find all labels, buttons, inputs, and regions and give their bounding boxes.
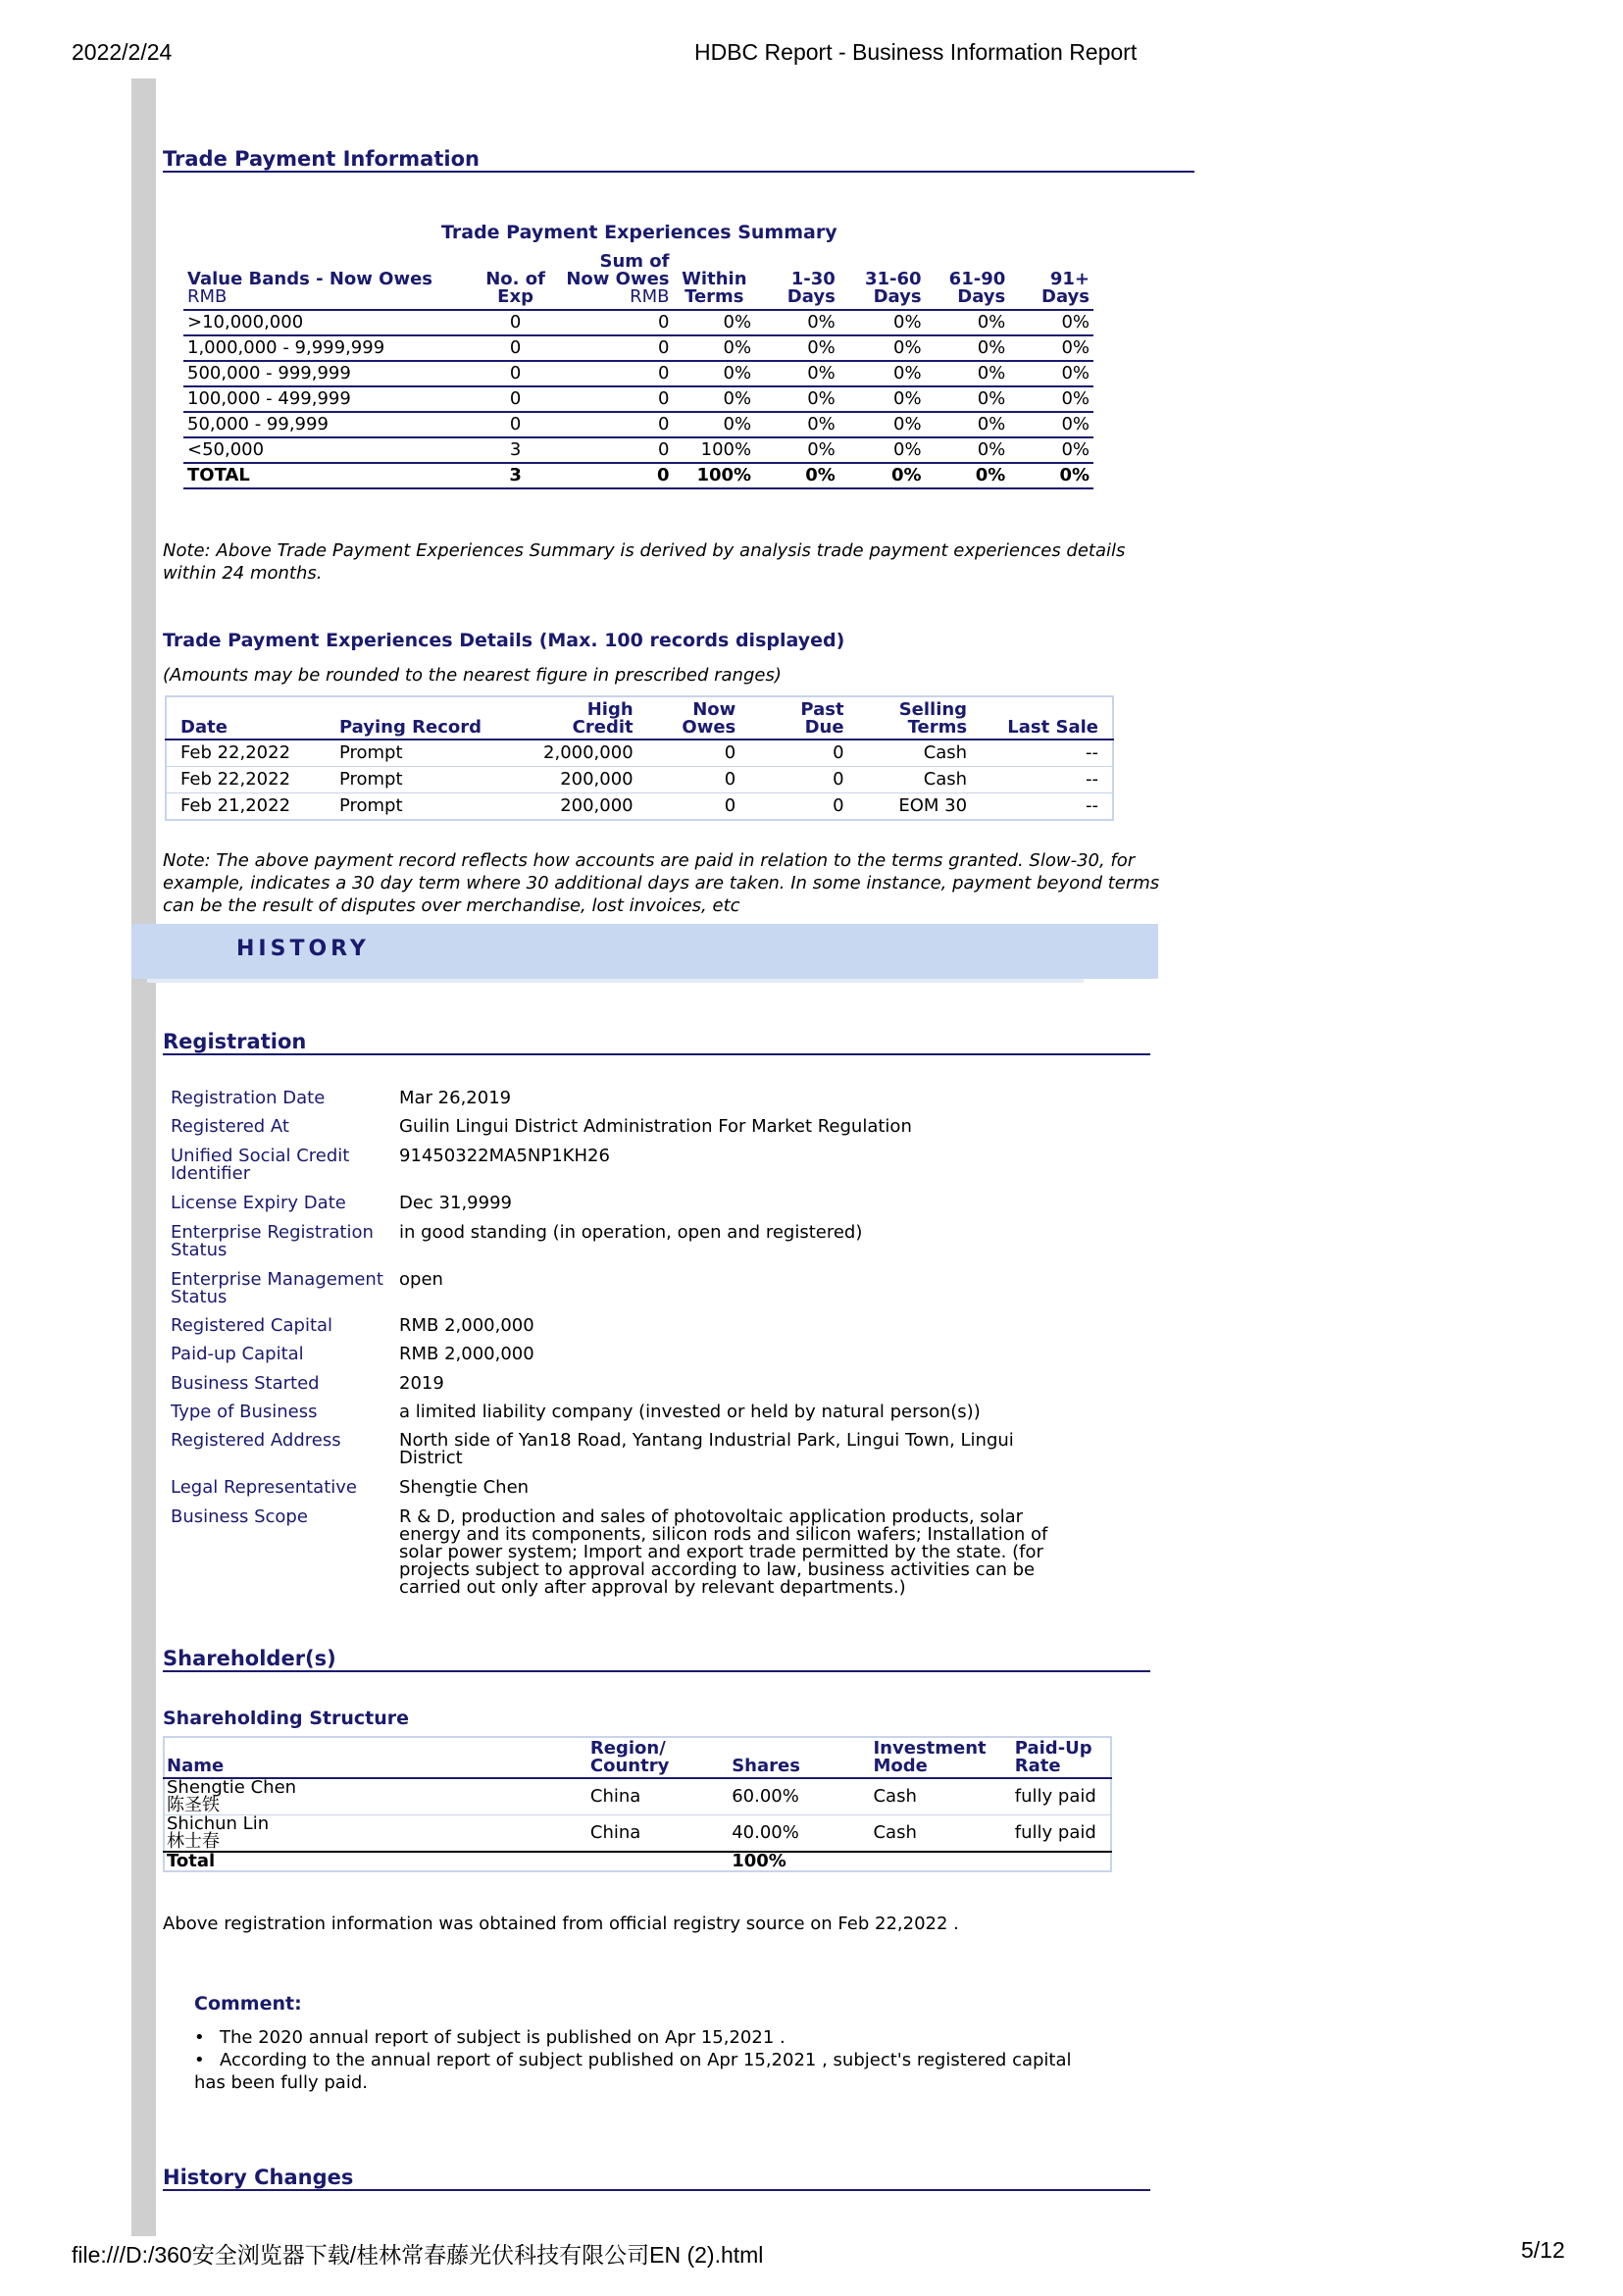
section-divider — [163, 1053, 1150, 1055]
shareholding-table — [163, 1736, 1112, 1872]
section-divider — [163, 1670, 1150, 1672]
col-sum-now-owes: Sum of Now Owes RMB — [566, 251, 670, 307]
comment-bullet: • The 2020 annual report of subject is published on Apr 15,2021 . — [194, 2027, 786, 2048]
col-investment-mode: Investment Mode — [871, 1737, 1012, 1778]
history-section-title: HISTORY — [236, 937, 370, 961]
trade-payment-details-table — [165, 695, 1114, 821]
reg-value-legal-representative: Shengtie Chen — [399, 1477, 530, 1498]
reg-label-license-expiry: License Expiry Date — [171, 1193, 346, 1213]
history-changes-title: History Changes — [163, 2166, 354, 2189]
summary-note: Note: Above Trade Payment Experiences Summary is derived by analysis trade payment experiences details within 24 months. — [163, 540, 1126, 584]
reg-value-management-status: open — [399, 1269, 443, 1290]
col-value-bands: Value Bands - Now Owes RMB — [187, 269, 433, 307]
col-91-plus-days: 91+ Days — [1041, 269, 1090, 307]
table-row: Feb 21,2022 Prompt 200,000 0 0 EOM 30 -- — [166, 793, 1113, 821]
table-row: 1,000,000 - 9,999,999 0 0 0% 0% 0% 0% 0% — [183, 335, 1093, 361]
details-subtitle: (Amounts may be rounded to the nearest figure in prescribed ranges) — [163, 665, 782, 686]
shareholders-title: Shareholder(s) — [163, 1647, 336, 1670]
page-number: 5/12 — [1521, 2237, 1565, 2263]
reg-label-credit-identifier: Unified Social Credit Identifier — [171, 1146, 350, 1184]
table-row: >10,000,000 0 0 0% 0% 0% 0% 0% — [183, 310, 1093, 335]
col-region: Region/ Country — [588, 1737, 730, 1778]
table-total-row: TOTAL 3 0 100% 0% 0% 0% 0% — [183, 463, 1093, 488]
table-row: Feb 22,2022 Prompt 200,000 0 0 Cash -- — [166, 767, 1113, 793]
history-bar-shadow — [147, 979, 1084, 983]
registration-title: Registration — [163, 1030, 307, 1053]
table-row: Shengtie Chen 陈圣铁 China 60.00% Cash fully paid — [164, 1778, 1111, 1815]
reg-value-paid-up-capital: RMB 2,000,000 — [399, 1344, 534, 1364]
reg-label-registered-at: Registered At — [171, 1116, 289, 1137]
reg-label-management-status: Enterprise Management Status — [171, 1269, 383, 1307]
table-row: Shichun Lin 林士春 China 40.00% Cash fully paid — [164, 1815, 1111, 1853]
reg-value-registration-status: in good standing (in operation, open and registered) — [399, 1222, 863, 1243]
col-61-90-days: 61-90 Days — [948, 269, 1006, 307]
comment-bullet: • According to the annual report of subject published on Apr 15,2021 , subject's registered capital has been fully paid. — [194, 2050, 1072, 2093]
details-title: Trade Payment Experiences Details (Max. 100 records displayed) — [163, 630, 845, 651]
reg-label-legal-representative: Legal Representative — [171, 1477, 357, 1498]
table-row: 100,000 - 499,999 0 0 0% 0% 0% 0% 0% — [183, 386, 1093, 412]
reg-value-type-of-business: a limited liability company (invested or held by natural person(s)) — [399, 1402, 981, 1422]
col-high-credit: High Credit — [530, 696, 647, 740]
trade-payment-title: Trade Payment Information — [163, 147, 480, 171]
table-header-row — [164, 1737, 1111, 1778]
trade-payment-summary-table — [183, 253, 1093, 489]
summary-title: Trade Payment Experiences Summary — [441, 222, 837, 243]
table-row: 500,000 - 999,999 0 0 0% 0% 0% 0% 0% — [183, 361, 1093, 386]
table-row: 50,000 - 99,999 0 0 0% 0% 0% 0% 0% — [183, 412, 1093, 437]
details-note: Note: The above payment record reflects how accounts are paid in relation to the terms granted. Slow-30, for example, indicates a 30 day term where 30 additional days are taken. In some instance, payment beyond terms can be the result of disputes over merchandise, lost invoices, etc — [163, 850, 1160, 916]
comment-title: Comment: — [194, 1993, 302, 2015]
reg-value-business-started: 2019 — [399, 1373, 444, 1394]
reg-value-credit-identifier: 91450322MA5NP1KH26 — [399, 1146, 610, 1166]
col-paid-up-rate: Paid-Up Rate — [1013, 1737, 1111, 1778]
section-divider — [163, 171, 1194, 173]
col-last-sale: Last Sale — [981, 696, 1113, 740]
registry-source-note: Above registration information was obtained from official registry source on Feb 22,2022 . — [163, 1913, 959, 1934]
col-selling-terms: Selling Terms — [858, 696, 982, 740]
reg-label-registered-capital: Registered Capital — [171, 1315, 333, 1336]
reg-label-type-of-business: Type of Business — [171, 1402, 318, 1422]
table-row: <50,000 3 0 100% 0% 0% 0% 0% — [183, 437, 1093, 463]
reg-label-business-scope: Business Scope — [171, 1506, 308, 1527]
table-header-row — [183, 253, 1093, 310]
left-sidebar-bar — [131, 78, 156, 2236]
reg-value-business-scope: R & D, production and sales of photovoltaic application products, solar energy and its components, silicon rods and silicon wafers; Installation of solar power system; Import and export trade permitted by the state. (for projects subject to approval according to law, business activities can be carried out only after approval by relevant departments.) — [399, 1506, 1048, 1598]
col-1-30-days: 1-30 Days — [786, 269, 836, 307]
reg-label-registration-status: Enterprise Registration Status — [171, 1222, 374, 1260]
col-paying-record: Paying Record — [326, 696, 530, 740]
col-now-owes: Now Owes — [647, 696, 750, 740]
col-date: Date — [166, 696, 326, 740]
file-path: file:///D:/360安全浏览器下载/桂林常春藤光伏科技有限公司EN (2).html — [72, 2242, 764, 2268]
reg-value-registration-date: Mar 26,2019 — [399, 1088, 512, 1108]
shareholding-structure-title: Shareholding Structure — [163, 1708, 410, 1729]
reg-value-registered-address: North side of Yan18 Road, Yantang Industrial Park, Lingui Town, Lingui District — [399, 1430, 1014, 1468]
reg-value-registered-at: Guilin Lingui District Administration For Market Regulation — [399, 1116, 912, 1137]
reg-label-paid-up-capital: Paid-up Capital — [171, 1344, 304, 1364]
reg-value-license-expiry: Dec 31,9999 — [399, 1193, 512, 1213]
page-title: HDBC Report - Business Information Report — [694, 39, 1138, 65]
reg-label-registration-date: Registration Date — [171, 1088, 326, 1108]
col-31-60-days: 31-60 Days — [864, 269, 922, 307]
col-past-due: Past Due — [749, 696, 857, 740]
reg-label-business-started: Business Started — [171, 1373, 320, 1394]
reg-value-registered-capital: RMB 2,000,000 — [399, 1315, 534, 1336]
print-date: 2022/2/24 — [72, 39, 173, 65]
reg-label-registered-address: Registered Address — [171, 1430, 341, 1451]
table-total-row: Total 100% — [164, 1852, 1111, 1871]
col-name: Name — [164, 1737, 588, 1778]
section-divider — [163, 2189, 1150, 2191]
col-within-terms: Within Terms — [682, 269, 747, 307]
col-no-of-exp: No. of Exp — [485, 269, 545, 307]
table-header-row — [166, 696, 1113, 740]
table-row: Feb 22,2022 Prompt 2,000,000 0 0 Cash -- — [166, 740, 1113, 767]
col-shares: Shares — [730, 1737, 871, 1778]
